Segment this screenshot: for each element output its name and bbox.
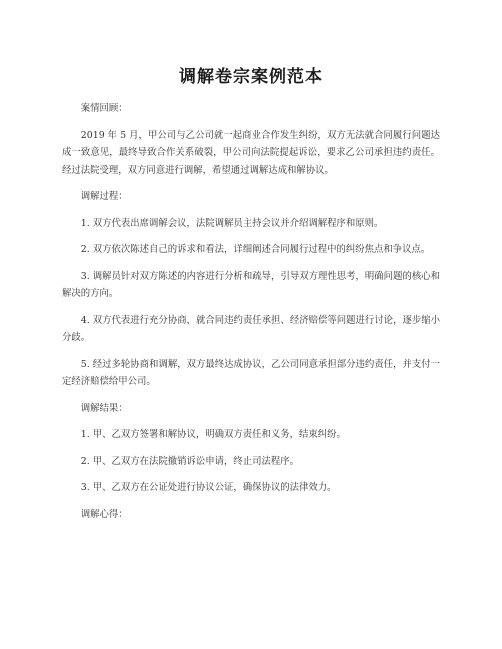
- result-item: 3. 甲、乙双方在公证处进行协议公证，确保协议的法律效力。: [80, 482, 337, 493]
- process-item: 1. 双方代表出席调解会议，法院调解员主持会议并介绍调解程序和原则。: [80, 217, 384, 229]
- document-title: 调解卷宗案例范本: [179, 67, 323, 87]
- result-heading: 调解结果：: [80, 402, 128, 414]
- case-review-heading: 案情回顾：: [80, 103, 128, 114]
- result-item: 1. 甲、乙双方签署和解协议，明确双方责任和义务，结束纠纷。: [80, 429, 346, 440]
- process-item: 2. 双方依次陈述自己的诉求和看法，详细阐述合同履行过程中的纠纷焦点和争议点。: [80, 244, 431, 255]
- result-item: 2. 甲、乙双方在法院撤销诉讼申请，终止司法程序。: [80, 455, 299, 467]
- process-heading: 调解过程：: [80, 191, 128, 202]
- reflection-heading: 调解心得：: [80, 508, 128, 520]
- case-review-paragraph: 2019 年 5 月，甲公司与乙公司就一起商业合作发生纠纷，双方无法就合同履行问题达成一致意见，最终导致合作关系破裂，甲公司向法院提起诉讼，要求乙公司承担违约责任。经过法院受理，双方同意进行调解，希望通过调解达成和解协议。: [62, 129, 440, 176]
- process-item: 4. 双方代表进行充分协商，就合同违约责任承担、经济赔偿等问题进行讨论，逐步缩小分歧。: [62, 314, 440, 343]
- process-item: 3. 调解员针对双方陈述的内容进行分析和疏导，引导双方理性思考，明确问题的核心和解决的方向。: [62, 270, 440, 299]
- document-body: [62, 100, 440, 532]
- process-item: 5. 经过多轮协商和调解，双方最终达成协议，乙公司同意承担部分违约责任，并支付一定经济赔偿给甲公司。: [62, 358, 440, 387]
